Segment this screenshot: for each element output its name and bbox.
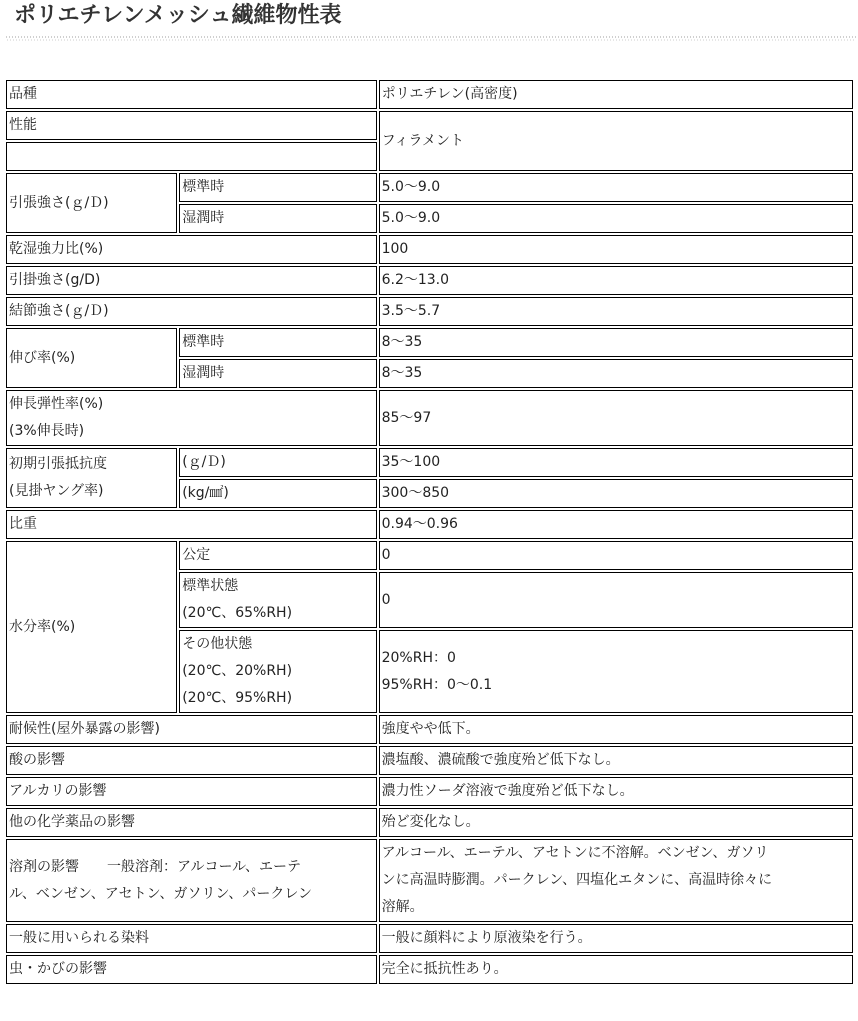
table-row <box>6 839 853 922</box>
title-divider <box>6 36 856 41</box>
table-row <box>6 808 853 837</box>
table-row <box>6 80 853 109</box>
row-label: 虫・かびの影響 <box>6 955 377 984</box>
row-label: 引張強さ(ｇ/Ｄ) <box>6 173 177 233</box>
row-sublabel: (ｇ/Ｄ) <box>179 448 376 477</box>
row-label: 伸び率(%) <box>6 328 177 388</box>
table-row <box>6 235 853 264</box>
table-row <box>6 777 853 806</box>
row-label-line: 初期引張抵抗度 <box>9 456 107 472</box>
row-value: 3.5～5.7 <box>379 297 853 326</box>
row-label: 引掛強さ(g/D) <box>6 266 377 295</box>
row-sublabel: 湿潤時 <box>179 204 376 233</box>
table-row <box>6 955 853 984</box>
page-title: ポリエチレンメッシュ繊維物性表 <box>14 3 342 28</box>
row-sublabel: 標準時 <box>179 328 376 357</box>
row-value: 8～35 <box>379 359 853 388</box>
row-label <box>6 448 177 508</box>
row-label-line: 伸長弾性率(%) <box>9 396 104 412</box>
row-value: 5.0～9.0 <box>379 204 853 233</box>
row-value <box>379 839 853 922</box>
row-label: アルカリの影響 <box>6 777 377 806</box>
table-row <box>6 390 853 446</box>
row-sublabel: (kg/㎟) <box>179 479 376 508</box>
table-row <box>6 448 853 477</box>
table-row <box>6 746 853 775</box>
table-row <box>6 715 853 744</box>
row-label-line: (3%伸長時) <box>9 423 85 439</box>
table-row <box>6 510 853 539</box>
row-label: 水分率(%) <box>6 541 177 713</box>
row-label: 性能 <box>6 111 377 140</box>
row-value: 6.2～13.0 <box>379 266 853 295</box>
row-label: 酸の影響 <box>6 746 377 775</box>
row-value: 0.94～0.96 <box>379 510 853 539</box>
row-sublabel-line: その他状態 <box>182 636 253 652</box>
table-row <box>6 541 853 570</box>
row-value: 300～850 <box>379 479 853 508</box>
row-label-line: (見掛ヤング率) <box>9 483 104 499</box>
row-value-line: アルコール、エーテル、アセトンに不溶解。ベンゼン、ガソリ <box>381 845 769 861</box>
row-sublabel <box>179 572 376 628</box>
empty-cell <box>6 142 377 171</box>
row-value: 8～35 <box>379 328 853 357</box>
row-sublabel: 標準時 <box>179 173 376 202</box>
row-label-line: ル、ベンゼン、アセトン、ガソリン、パークレン <box>9 885 313 902</box>
table-row <box>6 111 853 140</box>
row-sublabel <box>179 630 376 713</box>
row-value: 35～100 <box>379 448 853 477</box>
row-value-line: 20%RH：0 <box>381 649 456 666</box>
properties-table <box>4 78 855 986</box>
row-value <box>379 630 853 713</box>
row-label: 乾湿強力比(%) <box>6 235 377 264</box>
row-label: 他の化学薬品の影響 <box>6 808 377 837</box>
table-row <box>6 328 853 357</box>
row-label <box>6 390 377 446</box>
table-row <box>6 297 853 326</box>
row-value-line: 95%RH：0～0.1 <box>381 676 493 693</box>
table-row <box>6 266 853 295</box>
row-sublabel-line: 標準状態 <box>182 578 239 594</box>
row-value: 一般に顔料により原液染を行う。 <box>379 924 853 953</box>
row-sublabel-line: (20℃、65%RH) <box>182 605 293 621</box>
row-value: 5.0～9.0 <box>379 173 853 202</box>
row-label: 品種 <box>6 80 377 109</box>
row-value: 100 <box>379 235 853 264</box>
row-value: 殆ど変化なし。 <box>379 808 853 837</box>
row-label-line: 溶剤の影響 一般溶剤：アルコール、エーテ <box>9 858 302 875</box>
row-sublabel-line: (20℃、20%RH) <box>182 663 293 679</box>
row-value-line: ンに高温時膨潤。パークレン、四塩化エタンに、高温時徐々に <box>381 872 773 888</box>
row-value: 0 <box>379 572 853 628</box>
row-value: 濃塩酸、濃硫酸で強度殆ど低下なし。 <box>379 746 853 775</box>
row-sublabel: 湿潤時 <box>179 359 376 388</box>
table-row <box>6 924 853 953</box>
row-label <box>6 839 377 922</box>
row-label: 一般に用いられる染料 <box>6 924 377 953</box>
row-value: 強度やや低下。 <box>379 715 853 744</box>
row-value: 濃力性ソーダ溶液で強度殆ど低下なし。 <box>379 777 853 806</box>
row-value: ポリエチレン(高密度) <box>379 80 853 109</box>
table-row <box>6 173 853 202</box>
row-label: 耐候性(屋外暴露の影響) <box>6 715 377 744</box>
row-value-line: 溶解。 <box>381 899 424 915</box>
row-value: 完全に抵抗性あり。 <box>379 955 853 984</box>
row-value: 85～97 <box>379 390 853 446</box>
row-value: 0 <box>379 541 853 570</box>
row-sublabel: 公定 <box>179 541 376 570</box>
row-value: フィラメント <box>379 111 853 171</box>
row-label: 結節強さ(ｇ/Ｄ) <box>6 297 377 326</box>
row-sublabel-line: (20℃、95%RH) <box>182 690 293 706</box>
row-label: 比重 <box>6 510 377 539</box>
